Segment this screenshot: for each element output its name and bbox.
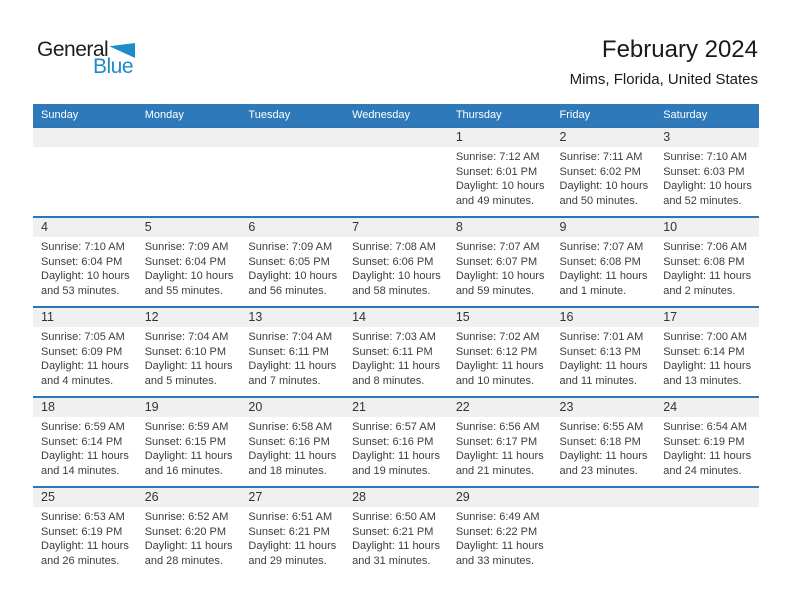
day-details: [137, 417, 241, 478]
day-number: 4: [33, 218, 137, 237]
day-details: [33, 327, 137, 388]
sunrise-text: Sunrise: 6:51 AM: [248, 511, 333, 523]
daylight-text: Daylight: 11 hours and 8 minutes.: [352, 360, 440, 387]
sunset-text: Sunset: 6:20 PM: [144, 525, 227, 538]
day-cell: [240, 487, 344, 576]
day-cell: [137, 397, 241, 487]
day-cell: [33, 307, 137, 397]
empty-day-cell: [240, 127, 344, 217]
sunset-text: Sunset: 6:15 PM: [144, 435, 227, 448]
day-number: 17: [655, 308, 759, 327]
daylight-text: Daylight: 11 hours and 18 minutes.: [248, 450, 337, 477]
day-cell: [448, 487, 552, 576]
day-cell: [552, 397, 656, 487]
day-cell: [448, 307, 552, 397]
day-cell: [552, 307, 656, 397]
day-details: [33, 507, 137, 568]
sunset-text: Sunset: 6:11 PM: [248, 345, 329, 358]
day-cell: [33, 397, 137, 487]
week-row: [33, 127, 759, 217]
day-number: 24: [655, 398, 759, 417]
day-number: 6: [240, 218, 344, 237]
day-details: [240, 327, 344, 388]
sunset-text: Sunset: 6:07 PM: [455, 255, 538, 268]
day-cell: [240, 217, 344, 307]
sunset-text: Sunset: 6:19 PM: [41, 525, 123, 538]
daylight-text: Daylight: 11 hours and 14 minutes.: [41, 450, 129, 477]
calendar-body: [33, 127, 759, 576]
day-cell: [344, 307, 448, 397]
week-row: [33, 397, 759, 487]
day-details: [344, 327, 448, 388]
daylight-text: Daylight: 11 hours and 1 minute.: [559, 270, 648, 297]
empty-day-cell: [33, 127, 137, 217]
day-cell: [344, 217, 448, 307]
sunrise-text: Sunrise: 7:09 AM: [248, 241, 333, 253]
sunrise-text: Sunrise: 6:50 AM: [352, 511, 436, 523]
page-subtitle: Mims, Florida, United States: [569, 71, 758, 88]
sunrise-text: Sunrise: 7:10 AM: [41, 241, 125, 253]
sunset-text: Sunset: 6:02 PM: [559, 165, 641, 178]
daylight-text: Daylight: 11 hours and 23 minutes.: [559, 450, 648, 477]
sunset-text: Sunset: 6:03 PM: [663, 165, 745, 178]
sunrise-text: Sunrise: 6:52 AM: [144, 511, 229, 523]
sunrise-text: Sunrise: 7:07 AM: [559, 241, 644, 253]
sunrise-text: Sunrise: 7:10 AM: [663, 151, 747, 163]
sunset-text: Sunset: 6:08 PM: [559, 255, 641, 268]
empty-day-cell: [344, 127, 448, 217]
daylight-text: Daylight: 11 hours and 2 minutes.: [663, 270, 752, 297]
day-number: 3: [655, 128, 759, 147]
calendar-header: [33, 104, 759, 127]
page-title: February 2024: [601, 36, 758, 63]
title-block: [570, 36, 758, 89]
week-row: [33, 487, 759, 576]
sunset-text: Sunset: 6:09 PM: [41, 345, 123, 358]
daylight-text: Daylight: 10 hours and 55 minutes.: [144, 270, 234, 297]
sunset-text: Sunset: 6:08 PM: [663, 255, 745, 268]
day-cell: [448, 127, 552, 217]
day-cell: [33, 487, 137, 576]
sunset-text: Sunset: 6:19 PM: [663, 435, 745, 448]
sunset-text: Sunset: 6:17 PM: [455, 435, 538, 448]
sunrise-text: Sunrise: 7:04 AM: [144, 331, 229, 343]
day-number: 21: [344, 398, 448, 417]
weekday-header-thursday: Thursday: [448, 104, 552, 127]
day-number: 14: [344, 308, 448, 327]
day-number: 27: [240, 488, 344, 507]
day-number: 9: [552, 218, 656, 237]
day-number: 23: [552, 398, 656, 417]
day-details: [552, 147, 656, 208]
day-details: [344, 417, 448, 478]
day-details: [655, 417, 759, 478]
sunrise-text: Sunrise: 7:07 AM: [455, 241, 540, 253]
sunrise-text: Sunrise: 6:54 AM: [663, 421, 747, 433]
day-number: 16: [552, 308, 656, 327]
day-details: [552, 237, 656, 298]
day-number: 1: [448, 128, 552, 147]
day-number: 19: [137, 398, 241, 417]
day-number: [137, 128, 241, 147]
day-details: [655, 327, 759, 388]
daylight-text: Daylight: 11 hours and 24 minutes.: [663, 450, 752, 477]
day-cell: [448, 217, 552, 307]
day-number: 2: [552, 128, 656, 147]
day-number: 28: [344, 488, 448, 507]
day-number: 12: [137, 308, 241, 327]
sunrise-text: Sunrise: 6:53 AM: [41, 511, 125, 523]
daylight-text: Daylight: 11 hours and 31 minutes.: [352, 540, 440, 567]
daylight-text: Daylight: 11 hours and 26 minutes.: [41, 540, 129, 567]
daylight-text: Daylight: 10 hours and 58 minutes.: [352, 270, 441, 297]
sunset-text: Sunset: 6:21 PM: [248, 525, 330, 538]
day-number: 26: [137, 488, 241, 507]
sunrise-text: Sunrise: 6:49 AM: [455, 511, 540, 523]
day-details: [137, 507, 241, 568]
sunset-text: Sunset: 6:04 PM: [41, 255, 123, 268]
day-details: [240, 417, 344, 478]
week-row: [33, 217, 759, 307]
sunrise-text: Sunrise: 7:03 AM: [352, 331, 436, 343]
sunset-text: Sunset: 6:16 PM: [352, 435, 434, 448]
day-cell: [344, 397, 448, 487]
sunset-text: Sunset: 6:16 PM: [248, 435, 330, 448]
sunrise-text: Sunrise: 6:57 AM: [352, 421, 436, 433]
day-cell: [33, 217, 137, 307]
day-number: [552, 488, 656, 507]
daylight-text: Daylight: 11 hours and 28 minutes.: [144, 540, 233, 567]
daylight-text: Daylight: 10 hours and 59 minutes.: [455, 270, 545, 297]
day-number: [655, 488, 759, 507]
day-details: [240, 507, 344, 568]
sunset-text: Sunset: 6:05 PM: [248, 255, 330, 268]
weekday-header-saturday: Saturday: [655, 104, 759, 127]
day-number: 13: [240, 308, 344, 327]
sunrise-text: Sunrise: 6:58 AM: [248, 421, 333, 433]
sunset-text: Sunset: 6:01 PM: [455, 165, 538, 178]
day-number: [344, 128, 448, 147]
sunrise-text: Sunrise: 7:02 AM: [455, 331, 540, 343]
day-cell: [240, 307, 344, 397]
weekday-header-sunday: Sunday: [33, 104, 137, 127]
logo-text-blue: Blue: [93, 55, 134, 78]
daylight-text: Daylight: 11 hours and 29 minutes.: [248, 540, 337, 567]
sunset-text: Sunset: 6:13 PM: [559, 345, 641, 358]
daylight-text: Daylight: 11 hours and 21 minutes.: [455, 450, 544, 477]
empty-day-cell: [655, 487, 759, 576]
day-cell: [552, 217, 656, 307]
daylight-text: Daylight: 11 hours and 4 minutes.: [41, 360, 129, 387]
day-number: [33, 128, 137, 147]
day-number: 11: [33, 308, 137, 327]
day-details: [344, 507, 448, 568]
day-details: [137, 237, 241, 298]
day-number: 15: [448, 308, 552, 327]
empty-day-cell: [137, 127, 241, 217]
day-cell: [655, 217, 759, 307]
daylight-text: Daylight: 10 hours and 49 minutes.: [455, 180, 545, 207]
day-details: [655, 147, 759, 208]
sunrise-text: Sunrise: 6:55 AM: [559, 421, 644, 433]
general-blue-logo: [37, 39, 135, 76]
sunrise-text: Sunrise: 7:04 AM: [248, 331, 333, 343]
day-details: [448, 507, 552, 568]
day-number: [240, 128, 344, 147]
day-number: 5: [137, 218, 241, 237]
day-cell: [137, 487, 241, 576]
day-details: [448, 237, 552, 298]
daylight-text: Daylight: 10 hours and 56 minutes.: [248, 270, 338, 297]
sunset-text: Sunset: 6:10 PM: [144, 345, 227, 358]
day-number: 10: [655, 218, 759, 237]
daylight-text: Daylight: 11 hours and 5 minutes.: [144, 360, 233, 387]
day-number: 7: [344, 218, 448, 237]
sunset-text: Sunset: 6:14 PM: [41, 435, 123, 448]
day-cell: [655, 397, 759, 487]
day-number: 25: [33, 488, 137, 507]
sunset-text: Sunset: 6:12 PM: [455, 345, 538, 358]
day-cell: [448, 397, 552, 487]
day-details: [137, 327, 241, 388]
weekday-header-wednesday: Wednesday: [344, 104, 448, 127]
sunrise-text: Sunrise: 6:56 AM: [455, 421, 540, 433]
day-cell: [137, 217, 241, 307]
sunrise-text: Sunrise: 7:12 AM: [455, 151, 540, 163]
sunset-text: Sunset: 6:04 PM: [144, 255, 227, 268]
daylight-text: Daylight: 11 hours and 19 minutes.: [352, 450, 440, 477]
sunset-text: Sunset: 6:18 PM: [559, 435, 641, 448]
day-cell: [552, 127, 656, 217]
sunrise-text: Sunrise: 7:06 AM: [663, 241, 747, 253]
sunset-text: Sunset: 6:22 PM: [455, 525, 538, 538]
weekday-header-row: [33, 104, 759, 127]
sunset-text: Sunset: 6:11 PM: [352, 345, 433, 358]
day-details: [552, 327, 656, 388]
day-cell: [655, 307, 759, 397]
day-details: [33, 237, 137, 298]
weekday-header-monday: Monday: [137, 104, 241, 127]
day-number: 20: [240, 398, 344, 417]
day-details: [448, 327, 552, 388]
daylight-text: Daylight: 11 hours and 11 minutes.: [559, 360, 648, 387]
sunrise-text: Sunrise: 7:00 AM: [663, 331, 747, 343]
weekday-header-tuesday: Tuesday: [240, 104, 344, 127]
sunrise-text: Sunrise: 7:01 AM: [559, 331, 644, 343]
sunrise-text: Sunrise: 7:05 AM: [41, 331, 125, 343]
day-details: [344, 237, 448, 298]
sunset-text: Sunset: 6:21 PM: [352, 525, 434, 538]
day-number: 18: [33, 398, 137, 417]
daylight-text: Daylight: 11 hours and 16 minutes.: [144, 450, 233, 477]
day-cell: [344, 487, 448, 576]
day-details: [448, 147, 552, 208]
logo-text-general: General: [37, 38, 109, 61]
sunrise-text: Sunrise: 7:11 AM: [559, 151, 643, 163]
daylight-text: Daylight: 10 hours and 52 minutes.: [663, 180, 752, 207]
sunset-text: Sunset: 6:14 PM: [663, 345, 745, 358]
day-number: 8: [448, 218, 552, 237]
day-details: [655, 237, 759, 298]
day-details: [552, 417, 656, 478]
day-number: 29: [448, 488, 552, 507]
day-cell: [137, 307, 241, 397]
daylight-text: Daylight: 10 hours and 50 minutes.: [559, 180, 649, 207]
calendar-table: [33, 104, 759, 576]
sunrise-text: Sunrise: 7:08 AM: [352, 241, 436, 253]
day-details: [448, 417, 552, 478]
daylight-text: Daylight: 11 hours and 10 minutes.: [455, 360, 544, 387]
empty-day-cell: [552, 487, 656, 576]
day-details: [33, 417, 137, 478]
day-details: [240, 237, 344, 298]
daylight-text: Daylight: 11 hours and 7 minutes.: [248, 360, 337, 387]
weekday-header-friday: Friday: [552, 104, 656, 127]
week-row: [33, 307, 759, 397]
sunset-text: Sunset: 6:06 PM: [352, 255, 434, 268]
daylight-text: Daylight: 10 hours and 53 minutes.: [41, 270, 130, 297]
day-cell: [240, 397, 344, 487]
daylight-text: Daylight: 11 hours and 13 minutes.: [663, 360, 752, 387]
daylight-text: Daylight: 11 hours and 33 minutes.: [455, 540, 544, 567]
sunrise-text: Sunrise: 6:59 AM: [41, 421, 125, 433]
sunrise-text: Sunrise: 7:09 AM: [144, 241, 229, 253]
day-number: 22: [448, 398, 552, 417]
day-cell: [655, 127, 759, 217]
sunrise-text: Sunrise: 6:59 AM: [144, 421, 229, 433]
